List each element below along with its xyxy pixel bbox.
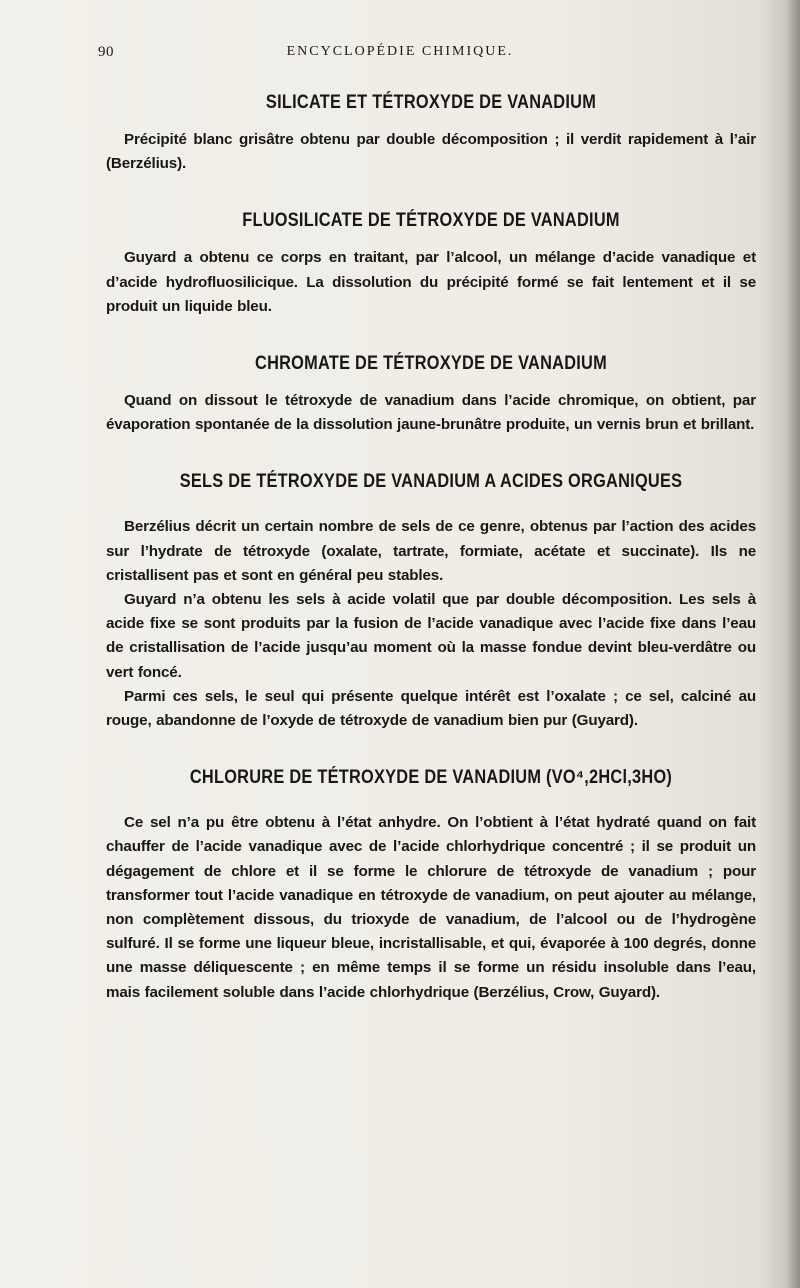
- paragraph: Parmi ces sels, le seul qui présente quelque intérêt est l’oxalate ; ce sel, calciné au rouge, abandonne de l’oxyde de tétroxyde de vanadium bien pur (Guyard).: [106, 687, 756, 730]
- section-title: CHLORURE DE TÉTROXYDE DE VANADIUM (VO⁴,2HCl,3HO): [189, 767, 673, 789]
- section-title: FLUOSILICATE DE TÉTROXYDE DE VANADIUM: [242, 210, 620, 232]
- section-title: SELS DE TÉTROXYDE DE VANADIUM A ACIDES ORGANIQUES: [179, 471, 683, 493]
- page-body: [106, 92, 756, 1005]
- paragraph: Précipité blanc grisâtre obtenu par double décomposition ; il verdit rapidement à l’air (Berzélius).: [106, 131, 756, 173]
- paragraph: Ce sel n’a pu être obtenu à l’état anhydre. On l’obtient à l’état hydraté quand on fait chauffer de l’acide vanadique avec de l’acide chlorhydrique concentré ; il se produit un dégagement de chlore et il se forme le chlorure de tétroxyde de vanadium ; pour transformer tout l’acide vanadique en tétroxyde de vanadium, on peut ajouter au mélange, non complètement dissous, du trioxyde de vanadium, de l’alcool ou de l’hydrogène sulfuré. Il se forme une liqueur bleue, incristallisable, et qui, évaporée à 100 degrés, donne une masse déliquescente ; en même temps il se forme un résidu insoluble dans l’eau, mais facilement soluble dans l’acide chlorhydrique (Berzélius, Crow, Guyard).: [106, 814, 756, 1001]
- paragraph: Quand on dissout le tétroxyde de vanadium dans l’acide chromique, on obtient, par évaporation spontanée de la dissolution jaune-brunâtre produite, un vernis brun et brillant.: [106, 392, 756, 434]
- paragraph: Berzélius décrit un certain nombre de sels de ce genre, obtenus par l’action des acides sur l’hydrate de tétroxyde (oxalate, tartrate, formiate, acétate et succinate). Ils ne cristallisent pas et sont en général peu stables.: [106, 518, 756, 584]
- running-head: ENCYCLOPÉDIE CHIMIQUE.: [286, 44, 514, 59]
- section-title: CHROMATE DE TÉTROXYDE DE VANADIUM: [255, 353, 607, 375]
- paragraph: Guyard n’a obtenu les sels à acide volatil que par double décomposition. Les sels à acide fixe se sont produits par la fusion de l’acide vanadique avec l’acide fixe dans l’eau de cristallisation de l’acide jusqu’au moment où la masse fondue devint bleu-verdâtre ou vert foncé.: [106, 591, 756, 681]
- page-header: [0, 44, 800, 66]
- paragraph: Guyard a obtenu ce corps en traitant, par l’alcool, un mélange d’acide vanadique et d’acide hydrofluosilicique. La dissolution du précipité formé se fait lentement et il se produit un liquide bleu.: [106, 249, 756, 315]
- page-edge-shadow: [786, 0, 800, 1288]
- section-title: SILICATE ET TÉTROXYDE DE VANADIUM: [265, 92, 597, 113]
- page-number: 90: [98, 44, 114, 60]
